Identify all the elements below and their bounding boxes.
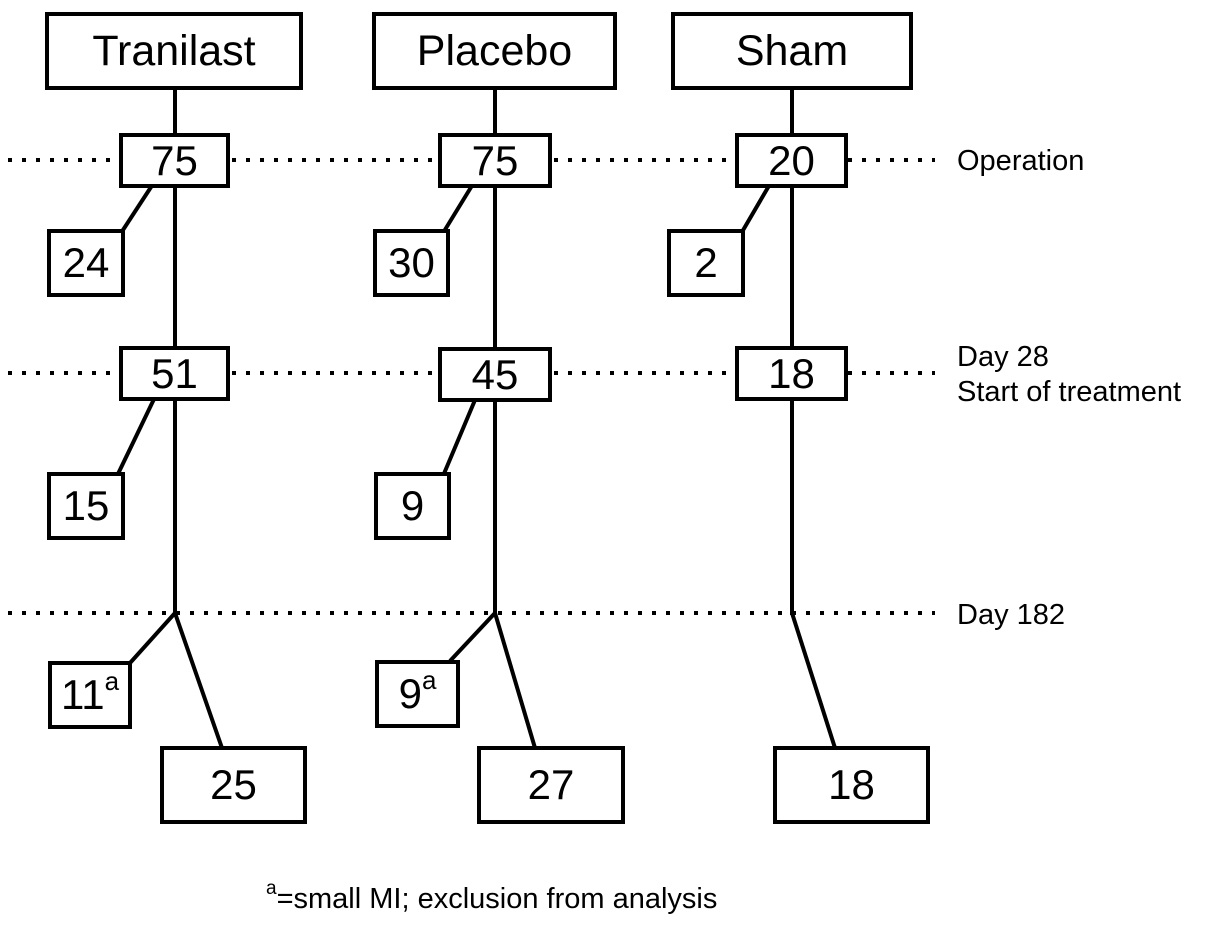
arm-header-tranilast	[45, 12, 303, 90]
placebo-completed-line	[495, 613, 535, 748]
sham-operation-count: 20	[768, 136, 815, 184]
arm-header-placebo-label: Placebo	[416, 26, 573, 75]
tranilast-dropout1-count: 24	[62, 239, 110, 286]
tranilast-completed-line	[175, 613, 222, 748]
tranilast-day28-count-box	[119, 346, 230, 401]
footnote-text: =small MI; exclusion from analysis	[276, 883, 718, 915]
sham-dropout1-box	[667, 229, 745, 297]
arm-header-tranilast-label: Tranilast	[92, 26, 256, 75]
sham-day28-count-box	[735, 346, 848, 401]
arm-header-placebo	[372, 12, 617, 90]
tranilast-completed-count: 25	[210, 761, 257, 808]
tranilast-dropout3-box	[48, 661, 132, 729]
sham-completed-box	[773, 746, 930, 824]
tranilast-dropout1-box	[47, 229, 125, 297]
placebo-completed-box	[477, 746, 625, 824]
placebo-day28-count-box	[438, 347, 552, 402]
placebo-dropout3-footnote-marker: a	[421, 665, 437, 695]
tranilast-dropout2-count: 15	[62, 482, 110, 529]
arm-header-sham	[671, 12, 913, 90]
timepoint-day28-line2: Start of treatment	[957, 376, 1182, 408]
placebo-dropout3-line	[450, 613, 495, 661]
tranilast-completed-box	[160, 746, 307, 824]
placebo-day28-count: 45	[471, 350, 519, 398]
timepoint-label-day182	[957, 598, 1065, 633]
placebo-dropout2-line	[443, 400, 475, 476]
placebo-dropout2-count: 9	[400, 482, 425, 529]
placebo-dropout1-count: 30	[388, 239, 435, 286]
tranilast-operation-count-box	[119, 133, 230, 188]
placebo-operation-count: 75	[471, 136, 519, 184]
tranilast-dropout2-box	[47, 472, 125, 540]
placebo-dropout1-line	[443, 184, 473, 233]
sham-completed-count: 18	[828, 761, 875, 808]
timepoint-day182-line1: Day 182	[957, 599, 1066, 631]
tranilast-day28-count: 51	[151, 349, 198, 397]
tranilast-operation-count: 75	[151, 136, 198, 184]
sham-day28-count: 18	[768, 349, 815, 397]
tranilast-dropout2-line	[117, 397, 155, 476]
sham-operation-count-box	[735, 133, 848, 188]
arm-header-sham-label: Sham	[735, 26, 849, 75]
placebo-dropout2-box	[374, 472, 451, 540]
tranilast-dropout3-count: 11	[60, 671, 105, 718]
tranilast-dropout3-line	[130, 613, 175, 663]
footnote	[266, 878, 717, 917]
placebo-dropout3-count: 9	[398, 670, 422, 717]
sham-dropout1-count: 2	[694, 239, 718, 286]
footnote-marker: a	[266, 878, 277, 899]
timepoint-label-operation	[957, 144, 1084, 179]
tranilast-dropout1-line	[121, 184, 153, 233]
timepoint-label-day28	[957, 340, 1181, 410]
sham-dropout1-line	[742, 184, 770, 232]
tranilast-dropout3-footnote-marker: a	[104, 666, 120, 696]
timepoint-day28-line1: Day 28	[957, 341, 1049, 373]
placebo-dropout3-box	[375, 660, 460, 728]
sham-completed-line	[792, 613, 835, 748]
placebo-completed-count: 27	[527, 761, 575, 808]
placebo-dropout1-box	[373, 229, 450, 297]
timepoint-operation-line1: Operation	[957, 145, 1085, 177]
placebo-operation-count-box	[438, 133, 552, 188]
